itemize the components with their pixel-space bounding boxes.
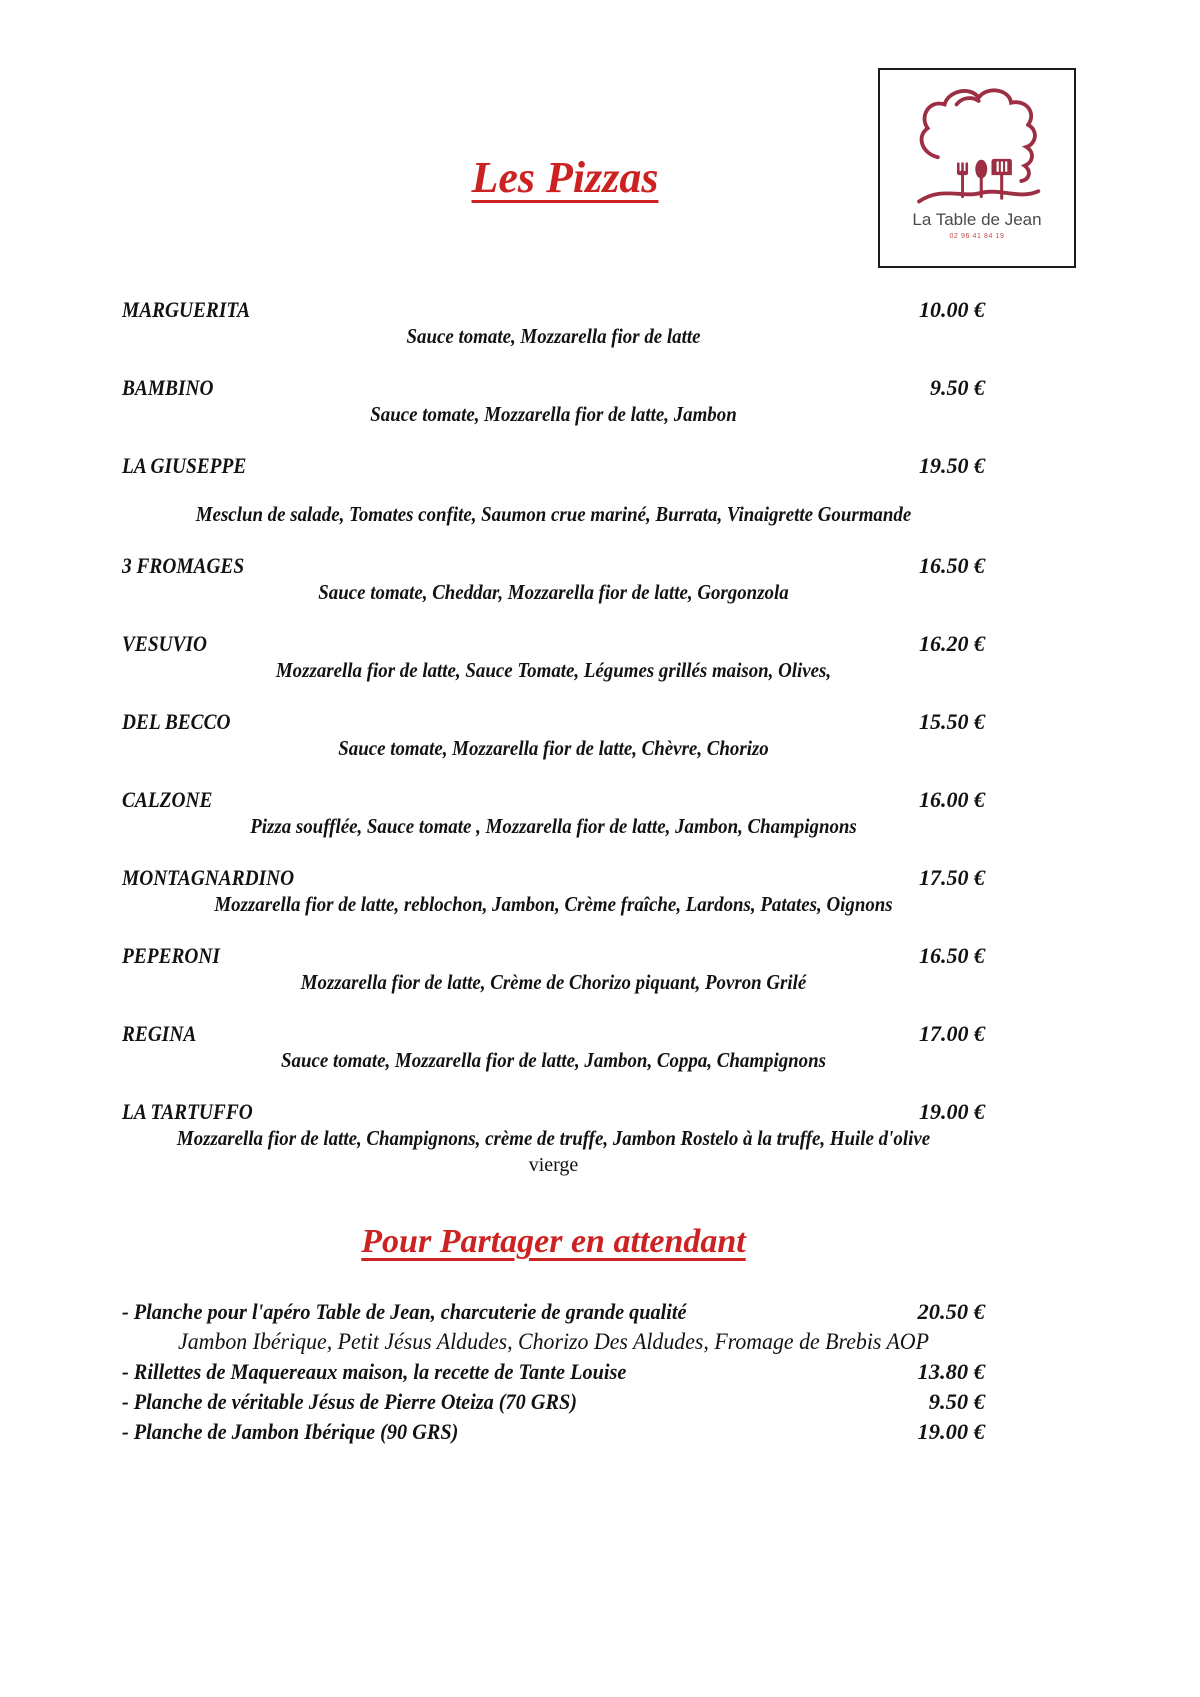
share-item-head	[122, 1387, 985, 1417]
menu-item-head	[122, 1020, 985, 1047]
share-item-head	[122, 1417, 985, 1447]
share-item	[122, 1417, 985, 1447]
menu-item-description: Mozzarella fior de latte, Crème de Chorizo piquant, Povron Grilé	[300, 970, 807, 994]
menu-item-price: 16.20 €	[919, 631, 985, 656]
pizza-list	[122, 296, 985, 1179]
section-title-partager: Pour Partager en attendant	[361, 1223, 746, 1260]
menu-item	[122, 786, 985, 840]
menu-item-name: LA GIUSEPPE	[122, 453, 247, 478]
menu-item	[122, 708, 985, 762]
menu-item-price: 17.00 €	[919, 1021, 985, 1046]
menu-item-price: 16.00 €	[919, 787, 985, 812]
share-item-description: Jambon Ibérique, Petit Jésus Aldudes, Chorizo Des Aldudes, Fromage de Brebis AOP	[178, 1329, 929, 1354]
menu-item-head	[122, 864, 985, 891]
menu-item-price: 9.50 €	[930, 375, 985, 400]
menu-item	[122, 374, 985, 428]
menu-item-price: 10.00 €	[919, 297, 985, 322]
menu-item-name: MARGUERITA	[122, 297, 251, 322]
share-item-price: 9.50 €	[928, 1389, 985, 1414]
menu-item-price: 16.50 €	[919, 553, 985, 578]
share-item	[122, 1387, 985, 1417]
page-title: Les Pizzas	[471, 153, 659, 202]
menu-item	[122, 864, 985, 918]
menu-item	[122, 1098, 985, 1179]
restaurant-phone: 02 96 41 84 19	[949, 233, 1005, 240]
share-item	[122, 1357, 985, 1387]
menu-item-head	[122, 552, 985, 579]
menu-item-description: Sauce tomate, Mozzarella fior de latte, Chèvre, Chorizo	[338, 736, 769, 760]
menu-item-description: Mesclun de salade, Tomates confite, Saumon crue mariné, Burrata, Vinaigrette Gourmande	[195, 502, 912, 526]
menu-item-name: REGINA	[122, 1021, 197, 1046]
menu-item-description: Sauce tomate, Cheddar, Mozzarella fior de latte, Gorgonzola	[318, 580, 789, 604]
menu-item	[122, 630, 985, 684]
menu-item-price: 16.50 €	[919, 943, 985, 968]
menu-item-name: PEPERONI	[122, 943, 220, 968]
menu-item-head	[122, 1098, 985, 1125]
chef-hat-utensils-icon	[902, 84, 1052, 210]
menu-item-price: 17.50 €	[919, 865, 985, 890]
menu-item	[122, 296, 985, 350]
share-item-price: 20.50 €	[917, 1299, 985, 1324]
menu-item	[122, 552, 985, 606]
share-item-price: 19.00 €	[917, 1419, 985, 1444]
menu-item-head	[122, 708, 985, 735]
menu-item-price: 19.50 €	[919, 453, 985, 478]
menu-item-head	[122, 786, 985, 813]
share-item	[122, 1297, 985, 1357]
share-item-head	[122, 1357, 985, 1387]
menu-item-description: Pizza soufflée, Sauce tomate , Mozzarella fior de latte, Jambon, Champignons	[250, 814, 857, 838]
menu-item-price: 19.00 €	[919, 1099, 985, 1124]
menu-item-head	[122, 374, 985, 401]
menu-item	[122, 942, 985, 996]
menu-item-description: Sauce tomate, Mozzarella fior de latte	[406, 324, 701, 348]
menu-item-name: BAMBINO	[122, 375, 214, 400]
menu-item-name: CALZONE	[122, 787, 213, 812]
share-list	[122, 1297, 985, 1447]
menu-item-name: DEL BECCO	[122, 709, 231, 734]
share-item-name: - Planche de Jambon Ibérique (90 GRS)	[122, 1419, 459, 1444]
menu-item-description: Mozzarella fior de latte, reblochon, Jambon, Crème fraîche, Lardons, Patates, Oignons	[214, 892, 893, 916]
menu-item-description: Mozzarella fior de latte, Champignons, crème de truffe, Jambon Rostelo à la truffe, Huile d'olive	[176, 1126, 931, 1150]
menu-item-name: VESUVIO	[122, 631, 208, 656]
menu-item-head	[122, 942, 985, 969]
menu-item-description-cont: vierge	[528, 1154, 579, 1176]
menu-item-head	[122, 452, 985, 479]
menu-item-price: 15.50 €	[919, 709, 985, 734]
share-item-head	[122, 1297, 985, 1327]
menu-item-name: MONTAGNARDINO	[122, 865, 295, 890]
share-item-name: - Planche pour l'apéro Table de Jean, charcuterie de grande qualité	[122, 1299, 687, 1324]
share-item-name: - Planche de véritable Jésus de Pierre Oteiza (70 GRS)	[122, 1389, 577, 1414]
menu-item-head	[122, 630, 985, 657]
menu-item-description: Sauce tomate, Mozzarella fior de latte, Jambon	[370, 402, 737, 426]
share-item-name: - Rillettes de Maquereaux maison, la recette de Tante Louise	[122, 1359, 627, 1384]
menu-item-description: Sauce tomate, Mozzarella fior de latte, Jambon, Coppa, Champignons	[280, 1048, 827, 1072]
menu-item-name: LA TARTUFFO	[122, 1099, 253, 1124]
menu-item	[122, 1020, 985, 1074]
menu-item-head	[122, 296, 985, 323]
restaurant-name: La Table de Jean	[912, 210, 1042, 229]
menu-item-description: Mozzarella fior de latte, Sauce Tomate, Légumes grillés maison, Olives,	[275, 658, 832, 682]
menu-item-name: 3 FROMAGES	[122, 553, 245, 578]
menu-content	[122, 296, 985, 1447]
share-item-price: 13.80 €	[917, 1359, 985, 1384]
restaurant-logo	[878, 68, 1076, 268]
menu-item	[122, 452, 985, 528]
